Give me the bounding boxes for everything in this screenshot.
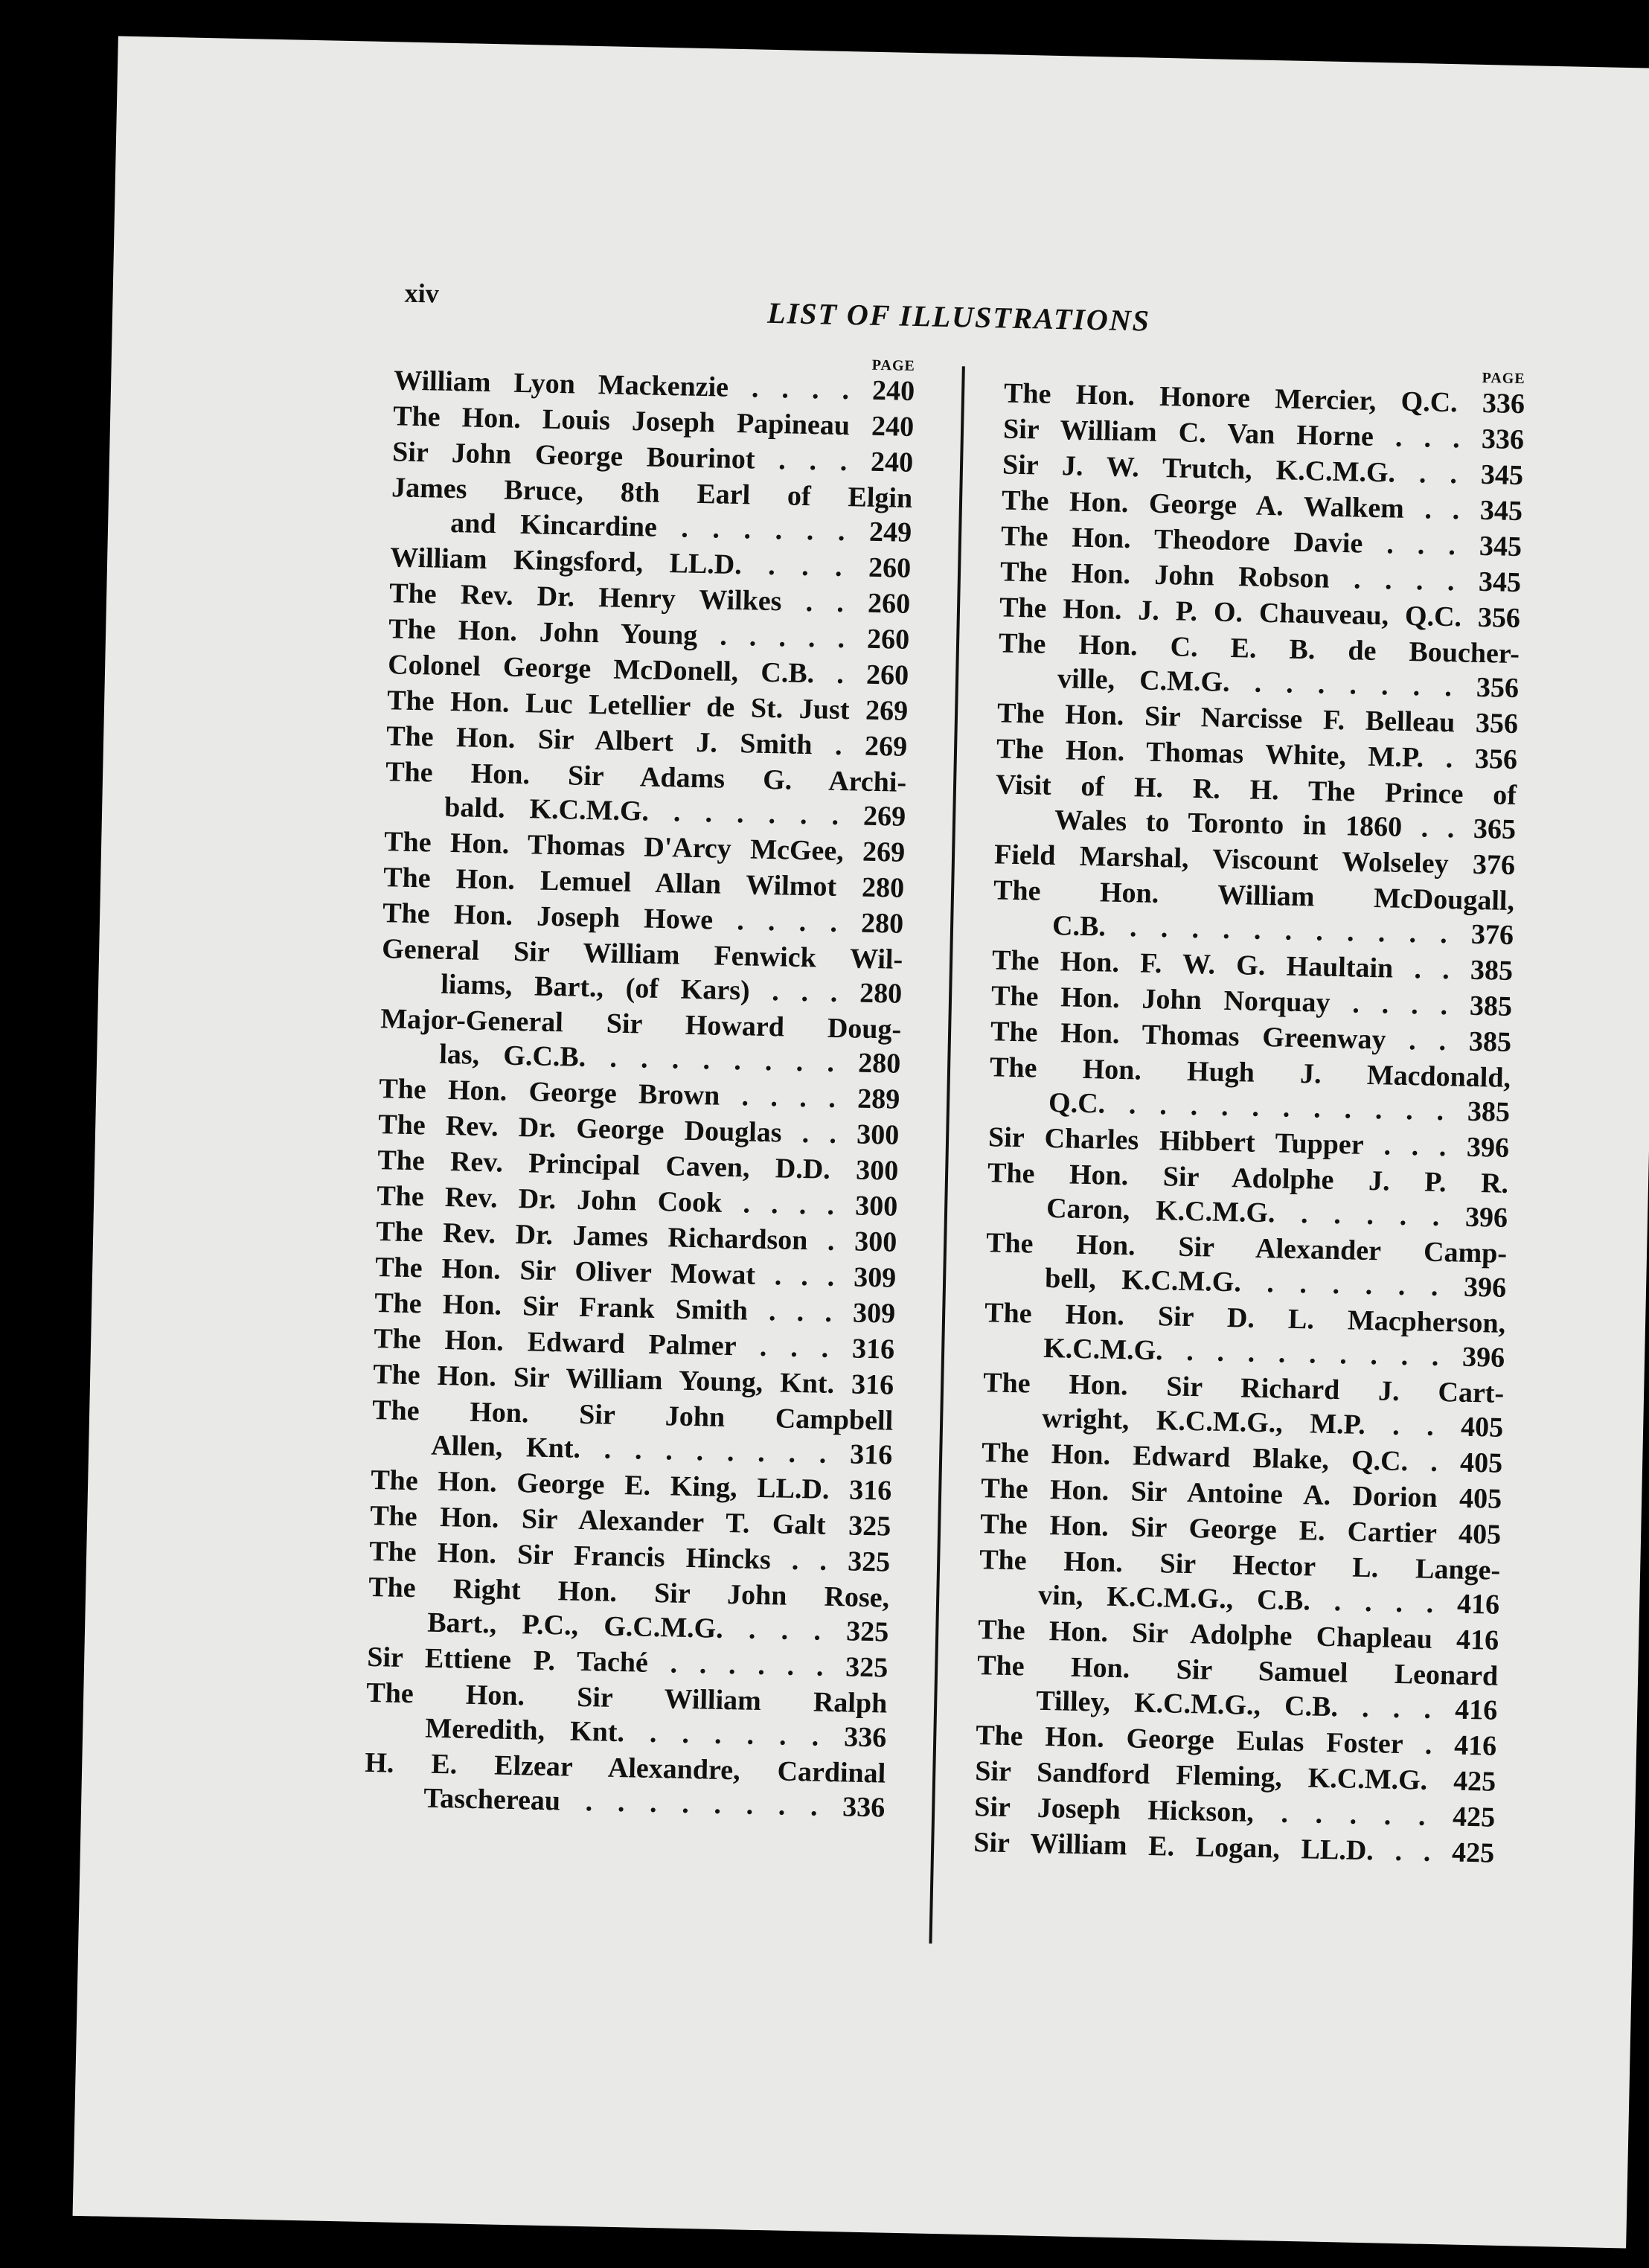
entry-page-number: 269	[864, 730, 908, 763]
entry-page-number: 336	[842, 1791, 886, 1824]
entry-name: The Hon. George Brown . . . .	[378, 1073, 858, 1115]
entry-page-number: 425	[1451, 1836, 1495, 1869]
entry-page-number: 325	[847, 1545, 891, 1578]
entry-page-number: 396	[1464, 1201, 1508, 1234]
entry-continuation: Caron, K.C.M.G. . . . . . 396	[1046, 1192, 1508, 1234]
entry-name: Sir Charles Hibbert Tupper . . .	[987, 1121, 1467, 1163]
entry-page-number: 396	[1463, 1271, 1507, 1304]
entry-name: The Hon. Edward Blake, Q.C. .	[981, 1437, 1461, 1479]
entry-page-number: 376	[1470, 918, 1514, 951]
entry-name: The Hon. Sir D. L. Macpherson,	[984, 1297, 1506, 1339]
entry-name: The Hon. George E. King, LL.D.	[370, 1464, 850, 1506]
illustration-entry	[368, 1570, 890, 1650]
entry-continuation: C.B. . . . . . . . . . . . 376	[1051, 910, 1514, 951]
entry-page-number: 345	[1480, 458, 1524, 492]
entry-name: Field Marshal, Viscount Wolseley	[993, 839, 1473, 880]
entry-name: The Hon. Thomas D'Arcy McGee,	[383, 826, 863, 868]
entry-name: The Hon. Thomas White, M.P. .	[996, 733, 1476, 775]
entry-page-number: 269	[862, 836, 906, 868]
entry-page-number: 289	[856, 1083, 900, 1115]
entry-page-number: 396	[1466, 1131, 1510, 1164]
entry-page-number: 316	[848, 1474, 892, 1507]
entry-continuation: and Kincardine . . . . . . 249	[449, 507, 912, 548]
entry-continuation: vin, K.C.M.G., C.B. . . . . 416	[1037, 1579, 1500, 1621]
right-column	[973, 359, 1525, 1871]
entry-name: Sir William C. Van Horne . . .	[1002, 413, 1482, 455]
entry-name: Sir Sandford Fleming, K.C.M.G.	[974, 1755, 1454, 1797]
entry-page-number: 345	[1478, 566, 1522, 599]
entry-name: The Hon. Hugh J. Macdonald,	[989, 1051, 1511, 1094]
entry-page-number: 405	[1458, 1518, 1502, 1551]
entry-name: The Hon. Louis Joseph Papineau	[392, 400, 872, 442]
entry-continuation: ville, C.M.G. . . . . . . . 356	[1057, 663, 1520, 705]
entry-continuation: wright, K.C.M.G., M.P. . . 405	[1041, 1402, 1504, 1444]
entry-name: The Hon. Sir Frank Smith . . .	[374, 1287, 854, 1329]
entry-page-number: 425	[1453, 1765, 1496, 1798]
entry-page-number: 300	[854, 1190, 898, 1223]
illustration-entry	[391, 470, 913, 550]
entry-name: The Rev. Dr. James Richardson .	[375, 1216, 855, 1258]
entry-name: The Hon. John Robson . . . .	[999, 556, 1479, 598]
entry-name: The Hon. George A. Walkem . .	[1001, 484, 1481, 526]
entry-page-number: 240	[871, 374, 915, 407]
entry-name: The Hon. Sir Adams G. Archi-	[385, 756, 907, 798]
entry-page-number: 385	[1468, 1025, 1512, 1058]
entry-name: General Sir William Fenwick Wil-	[381, 933, 903, 976]
entry-continuation: Wales to Toronto in 1860 . . 365	[1054, 804, 1517, 846]
entry-page-number: 316	[851, 1368, 894, 1401]
entry-continuation: bell, K.C.M.G. . . . . . . 396	[1044, 1262, 1507, 1304]
entry-page-number: 385	[1470, 954, 1514, 987]
illustration-entry	[982, 1365, 1505, 1445]
entry-name: The Rev. Dr. Henry Wilkes . .	[388, 577, 868, 619]
entry-page-number: 240	[871, 410, 915, 443]
entry-name: The Hon. Sir Antoine A. Dorion	[980, 1473, 1460, 1514]
entry-name: William Kingsford, LL.D. . . .	[389, 542, 869, 583]
entry-name: Sir Ettiene P. Taché . . . . . .	[366, 1641, 846, 1683]
entry-page-number: 280	[859, 977, 903, 1010]
illustration-entry	[979, 1543, 1501, 1622]
entry-page-number: 280	[857, 1047, 901, 1080]
entry-page-number: 260	[865, 659, 909, 691]
illustration-entry	[380, 1002, 902, 1081]
entry-page-number: 325	[845, 1615, 889, 1648]
entry-page-number: 425	[1452, 1801, 1496, 1833]
entry-name: The Hon. Sir Narcisse F. Belleau	[996, 697, 1476, 739]
entry-page-number: 260	[866, 623, 910, 656]
entry-page-number: 249	[868, 516, 912, 548]
entry-continuation: K.C.M.G. . . . . . . . . . 396	[1043, 1332, 1505, 1374]
entry-name: Colonel George McDonell, C.B. .	[387, 649, 867, 691]
entry-name: The Hon. Theodore Davie . . .	[1000, 520, 1480, 562]
entry-name: The Hon. F. W. G. Haultain . .	[991, 944, 1471, 986]
entry-page-number: 260	[868, 551, 912, 584]
entry-continuation: las, G.C.B. . . . . . . . . 280	[438, 1038, 901, 1080]
entry-name: William Lyon Mackenzie . . . .	[393, 365, 873, 406]
entry-name: The Hon. Sir Francis Hincks . .	[368, 1535, 848, 1577]
entry-name: The Hon. Luc Letellier de St. Just	[386, 685, 866, 726]
entry-page-number: 416	[1454, 1694, 1498, 1726]
entry-name: Sir Joseph Hickson, . . . . .	[973, 1791, 1453, 1833]
entry-name: The Hon. Sir Hector L. Lange-	[979, 1544, 1501, 1586]
entry-page-number: 356	[1475, 707, 1519, 740]
entry-page-number: 240	[870, 446, 914, 478]
illustration-entry	[365, 1676, 888, 1755]
entry-name: The Hon. Thomas Greenway . .	[990, 1016, 1470, 1057]
entry-page-number: 300	[856, 1118, 900, 1151]
illustration-entry	[381, 932, 903, 1011]
entry-name: The Hon. John Young . . . . .	[388, 613, 868, 655]
entry-name: The Hon. Sir Richard J. Cart-	[982, 1367, 1505, 1409]
illustration-entry	[976, 1648, 1499, 1728]
entry-continuation: Taschereau . . . . . . . . 336	[423, 1782, 886, 1824]
entry-name: The Right Hon. Sir John Rose,	[368, 1571, 890, 1614]
entry-name: The Hon. Sir Oliver Mowat . . .	[374, 1252, 854, 1293]
illustration-entry	[989, 1050, 1511, 1130]
entry-page-number: 356	[1476, 671, 1520, 705]
book-page	[73, 36, 1649, 2248]
entry-name: The Hon. Sir William Ralph	[365, 1676, 888, 1720]
entry-page-number: 309	[853, 1261, 897, 1294]
entry-page-number: 316	[851, 1333, 895, 1365]
entry-name: The Hon. Sir William Young, Knt.	[372, 1359, 852, 1400]
illustration-entry	[385, 755, 907, 834]
entry-page-number: 365	[1473, 813, 1517, 846]
entry-page-number: 280	[861, 871, 905, 904]
illustration-entry	[987, 1156, 1509, 1235]
entry-page-number: 345	[1479, 530, 1522, 563]
entry-name: The Hon. Sir Alexander T. Galt	[369, 1499, 849, 1542]
entry-name: H. E. Elzear Alexandre, Cardinal	[364, 1746, 886, 1790]
entry-continuation: Tilley, K.C.M.G., C.B. . . . 416	[1035, 1685, 1498, 1726]
illustration-entry	[371, 1393, 894, 1473]
column-header-right: PAGE	[1482, 369, 1525, 388]
entry-page-number: 416	[1456, 1588, 1500, 1621]
entry-name: The Hon. Edward Palmer . . .	[373, 1323, 853, 1365]
entry-page-number: 336	[1481, 423, 1525, 456]
entry-name: The Hon. J. P. O. Chauveau, Q.C.	[999, 592, 1479, 633]
entry-page-number: 345	[1479, 494, 1523, 528]
illustration-entry	[995, 767, 1517, 847]
entry-continuation: Bart., P.C., G.C.M.G. . . . 325	[426, 1606, 889, 1648]
entry-name: The Rev. Dr. George Douglas . .	[377, 1109, 857, 1150]
illustration-entry	[364, 1746, 886, 1825]
entry-name: The Hon. John Norquay . . . .	[990, 980, 1470, 1022]
column-header-left: PAGE	[871, 356, 916, 374]
entry-page-number: 269	[862, 800, 906, 833]
entry-name: The Hon. William McDougall,	[993, 874, 1515, 917]
entry-page-number: 269	[865, 694, 909, 727]
entry-name: Sir John George Bourinot . . .	[391, 436, 871, 478]
illustration-entry	[984, 1295, 1506, 1375]
entry-page-number: 416	[1453, 1729, 1497, 1762]
entry-name: The Hon. George Eulas Foster .	[975, 1720, 1455, 1761]
page-number: xiv	[404, 278, 440, 309]
illustration-entry	[985, 1226, 1508, 1305]
illustration-entry	[998, 626, 1520, 705]
entry-name: The Hon. Sir George E. Cartier	[979, 1508, 1459, 1550]
entry-page-number: 309	[852, 1297, 896, 1330]
entry-name: Major-General Sir Howard Doug-	[380, 1003, 902, 1045]
entry-page-number: 336	[1482, 387, 1525, 420]
entry-page-number: 376	[1472, 848, 1516, 882]
entry-name: The Hon. Sir Alexander Camp-	[985, 1227, 1508, 1269]
left-entry-list	[364, 363, 915, 1825]
entry-continuation: bald. K.C.M.G. . . . . . . 269	[444, 791, 906, 833]
entry-page-number: 396	[1461, 1341, 1505, 1374]
entry-page-number: 336	[843, 1721, 887, 1754]
entry-name: The Hon. Sir Adolphe Chapleau	[977, 1614, 1457, 1656]
entry-page-number: 356	[1474, 743, 1518, 776]
entry-page-number: 405	[1459, 1447, 1503, 1479]
entry-page-number: 300	[854, 1226, 897, 1258]
entry-page-number: 405	[1460, 1411, 1504, 1444]
entry-page-number: 356	[1477, 601, 1521, 635]
page-title: LIST OF ILLUSTRATIONS	[766, 295, 1151, 338]
entry-page-number: 325	[848, 1510, 891, 1543]
entry-name: The Hon. Sir John Campbell	[371, 1394, 894, 1437]
entry-name: The Hon. Sir Samuel Leonard	[976, 1650, 1499, 1692]
entry-name: Sir William E. Logan, LL.D. . .	[973, 1827, 1453, 1868]
entry-continuation: liams, Bart., (of Kars) . . . 280	[440, 968, 903, 1010]
entry-page-number: 416	[1456, 1624, 1499, 1656]
entry-name: Sir J. W. Trutch, K.C.M.G. . .	[1002, 449, 1482, 490]
entry-name: The Hon. C. E. B. de Boucher-	[998, 627, 1520, 670]
entry-name: James Bruce, 8th Earl of Elgin	[391, 472, 913, 514]
entry-name: Visit of H. R. H. The Prince of	[995, 769, 1517, 812]
right-entry-list	[973, 376, 1525, 1870]
entry-name: The Hon. Honore Mercier, Q.C.	[1003, 377, 1483, 419]
entry-name: The Rev. Principal Caven, D.D.	[377, 1144, 856, 1186]
entry-page-number: 260	[867, 587, 911, 620]
entry-continuation: Allen, Knt. . . . . . . . . 316	[430, 1429, 893, 1471]
column-divider	[929, 366, 964, 1944]
entry-name: The Hon. Lemuel Allan Wilmot	[382, 862, 862, 903]
entry-page-number: 385	[1469, 990, 1513, 1022]
entry-name: The Hon. Sir Albert J. Smith .	[385, 720, 865, 762]
entry-page-number: 325	[845, 1651, 888, 1684]
entry-page-number: 280	[860, 907, 904, 940]
entry-page-number: 405	[1459, 1482, 1502, 1515]
entry-page-number: 385	[1467, 1095, 1511, 1128]
entry-continuation: Meredith, Knt. . . . . . . 336	[424, 1712, 887, 1754]
left-column	[364, 347, 915, 1826]
illustration-entry	[993, 873, 1515, 952]
entry-page-number: 316	[849, 1438, 893, 1471]
entry-name: The Hon. Sir Adolphe J. P. R.	[987, 1157, 1509, 1199]
entry-name: The Hon. Joseph Howe . . . .	[382, 897, 862, 939]
entry-continuation: Q.C. . . . . . . . . . . . 385	[1048, 1086, 1511, 1128]
entry-name: The Rev. Dr. John Cook . . . .	[376, 1180, 856, 1222]
entry-page-number: 300	[855, 1154, 899, 1187]
